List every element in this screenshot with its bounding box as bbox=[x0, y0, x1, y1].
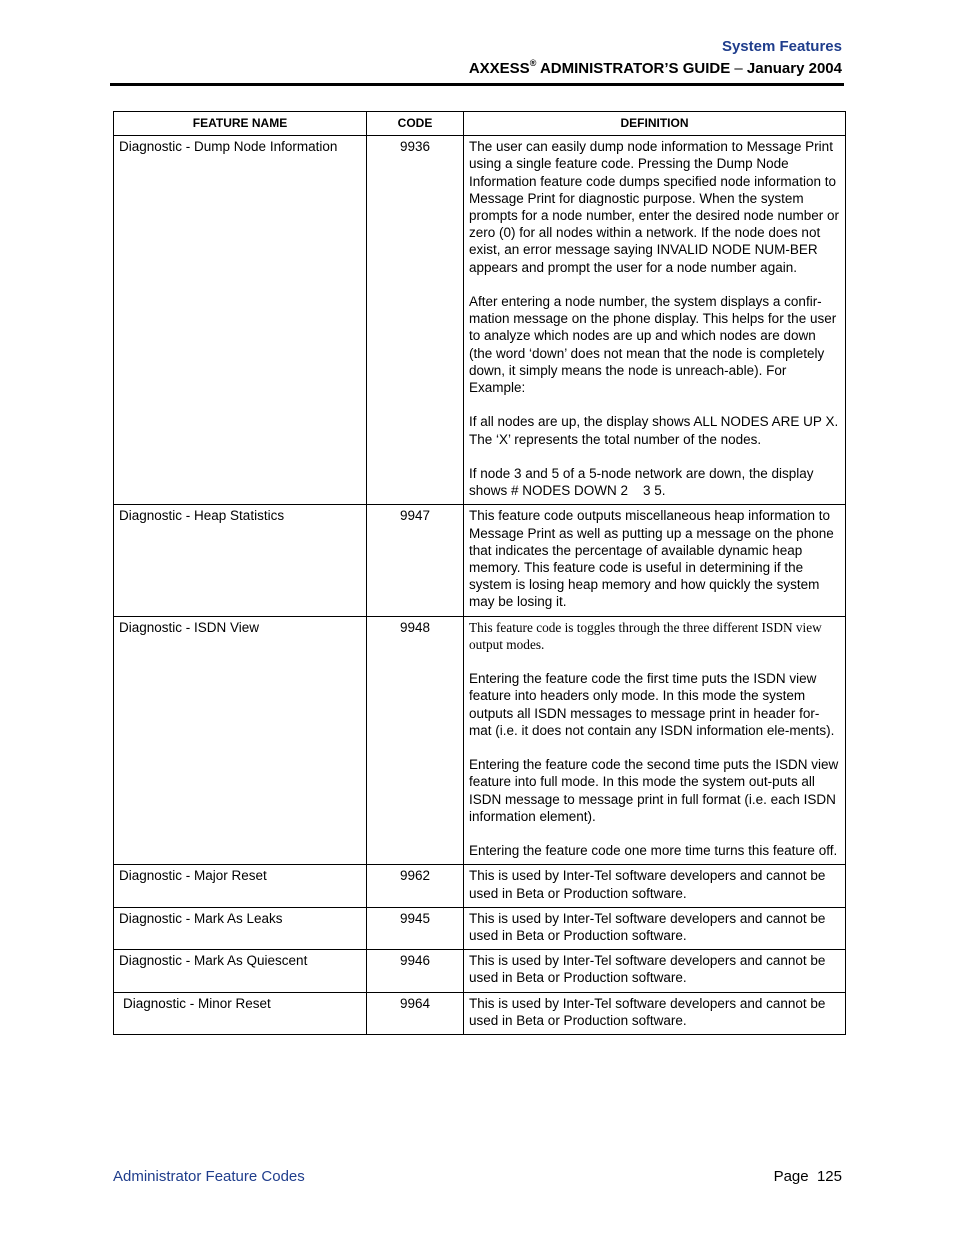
table-row bbox=[114, 616, 846, 865]
table-header-row bbox=[114, 112, 846, 136]
definition-paragraph: Entering the feature code one more time turns this feature off. bbox=[469, 843, 838, 859]
footer-section-title: Administrator Feature Codes bbox=[113, 1168, 305, 1185]
definition-paragraph: After entering a node number, the system displays a confir-mation message on the phone display. This helps for the user to analyze which nodes are up and which nodes are down (the word ‘down’ does not mean that the node is completely down, it simply means the node is unreach-able). For Example: bbox=[469, 294, 837, 396]
feature-code-cell: 9964 bbox=[367, 992, 464, 1034]
definition-paragraph: If node 3 and 5 of a 5-node network are down, the display shows # NODES DOWN 2 3 5. bbox=[469, 466, 818, 499]
column-header-code: CODE bbox=[367, 112, 464, 136]
feature-name-cell: Diagnostic - Mark As Quiescent bbox=[114, 950, 367, 992]
feature-code-cell: 9948 bbox=[367, 616, 464, 865]
definition-cell bbox=[464, 950, 846, 992]
table-row bbox=[114, 865, 846, 907]
registered-mark: ® bbox=[529, 58, 537, 68]
running-header-section: System Features bbox=[721, 38, 842, 55]
feature-name-cell: Diagnostic - Minor Reset bbox=[114, 992, 367, 1034]
feature-codes-table bbox=[113, 111, 846, 1035]
running-header-guide-title bbox=[469, 60, 842, 77]
feature-code-cell: 9947 bbox=[367, 505, 464, 616]
definition-paragraph: This feature code outputs miscellaneous heap information to Message Print as well as putting up a message on the phone that indicates the percentage of available dynamic heap memory. This feature code is useful in determining if the system is losing heap memory and how quickly the system may be losing it. bbox=[469, 508, 834, 610]
table-row bbox=[114, 950, 846, 992]
definition-paragraph: This is used by Inter-Tel software developers and cannot be used in Beta or Production software. bbox=[469, 910, 826, 944]
definition-paragraph: This feature code is toggles through the three different ISDN view output modes. bbox=[469, 619, 822, 652]
feature-code-cell: 9946 bbox=[367, 950, 464, 992]
definition-cell bbox=[464, 616, 846, 865]
definition-paragraph: Entering the feature code the second time puts the ISDN view feature into full mode. In this mode the system out-puts all ISDN message to message print in full format (i.e. each ISDN information element). bbox=[469, 757, 839, 824]
feature-name-cell: Diagnostic - Dump Node Information bbox=[114, 136, 367, 505]
table-row bbox=[114, 907, 846, 949]
table-row bbox=[114, 992, 846, 1034]
feature-code-cell: 9936 bbox=[367, 136, 464, 505]
definition-cell bbox=[464, 907, 846, 949]
definition-cell bbox=[464, 505, 846, 616]
footer-page-number bbox=[774, 1168, 842, 1185]
definition-cell bbox=[464, 865, 846, 907]
definition-paragraph: This is used by Inter-Tel software developers and cannot be used in Beta or Production software. bbox=[469, 995, 826, 1028]
feature-code-cell: 9962 bbox=[367, 865, 464, 907]
definition-paragraph: If all nodes are up, the display shows ALL NODES ARE UP X. The ‘X’ represents the total number of the nodes. bbox=[469, 414, 839, 447]
header-rule bbox=[110, 83, 844, 86]
definition-paragraph: This is used by Inter-Tel software developers and cannot be used in Beta or Production software. bbox=[469, 868, 826, 901]
definition-paragraph: This is used by Inter-Tel software developers and cannot be used in Beta or Production software. bbox=[469, 953, 826, 986]
page-number: 125 bbox=[816, 1168, 842, 1185]
page-label: Page bbox=[773, 1168, 809, 1185]
feature-name-cell: Diagnostic - Major Reset bbox=[114, 865, 367, 907]
definition-cell bbox=[464, 992, 846, 1034]
guide-date: January 2004 bbox=[746, 60, 842, 77]
guide-brand: AXXESS bbox=[468, 60, 530, 77]
column-header-definition: DEFINITION bbox=[464, 112, 846, 136]
feature-code-cell: 9945 bbox=[367, 907, 464, 949]
table-row bbox=[114, 505, 846, 616]
column-header-feature-name: FEATURE NAME bbox=[114, 112, 367, 136]
feature-name-cell: Diagnostic - Heap Statistics bbox=[114, 505, 367, 616]
feature-name-cell: Diagnostic - Mark As Leaks bbox=[114, 907, 367, 949]
definition-paragraph: Entering the feature code the first time puts the ISDN view feature into headers only mode. In this mode the system outputs all ISDN messages to message print in header for-mat (i.e. it does not contain any ISDN information ele-ments). bbox=[469, 671, 835, 738]
guide-title: ADMINISTRATOR’S GUIDE bbox=[536, 60, 731, 77]
guide-separator: – bbox=[730, 60, 747, 77]
definition-paragraph: The user can easily dump node information to Message Print using a single feature code. Pressing the Dump Node Information feature code dumps specified node information to Message Print for diagnostic purpose. When the system prompts for a node number, enter the desired node number or zero (0) for all nodes within a network. If the node does not exist, an error message saying INVALID NODE NUM-BER appears and prompt the user for a node number again. bbox=[469, 139, 839, 275]
feature-name-cell: Diagnostic - ISDN View bbox=[114, 616, 367, 865]
definition-cell bbox=[464, 136, 846, 505]
table-row bbox=[114, 136, 846, 505]
